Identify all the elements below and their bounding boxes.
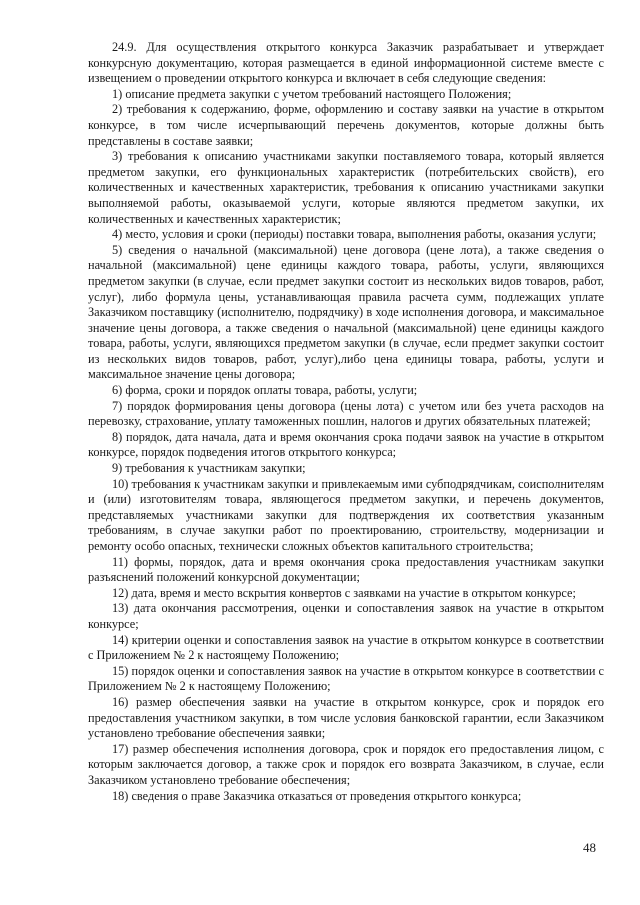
list-item-7: 7) порядок формирования цены договора (цены лота) с учетом или без учета расходов на перевозку, страхование, уплату таможенных пошлин, налогов и других обязательных платежей; bbox=[88, 398, 604, 429]
list-item-2: 2) требования к содержанию, форме, оформлению и составу заявки на участие в открытом конкурсе, в том числе исчерпывающий перечень документов, которые должны быть представлены в составе заявки; bbox=[88, 102, 604, 148]
page-number: 48 bbox=[583, 840, 596, 855]
list-item-9: 9) требования к участникам закупки; bbox=[112, 461, 306, 476]
list-item-16: 16) размер обеспечения заявки на участие в открытом конкурсе, срок и порядок его предоставления участником закупки, в том числе условия банковской гарантии, если Заказчиком установлено требование обеспечения заявки; bbox=[88, 694, 604, 741]
list-item-4: 4) место, условия и сроки (периоды) поставки товара, выполнения работы, оказания услуги; bbox=[112, 227, 597, 242]
list-item-1: 1) описание предмета закупки с учетом требований настоящего Положения; bbox=[112, 86, 512, 101]
list-item-11: 11) формы, порядок, дата и время окончания срока предоставления участникам закупки разъяснений положений конкурсной документации; bbox=[88, 554, 604, 585]
list-item-10: 10) требования к участникам закупки и привлекаемым ими субподрядчикам, соисполнителям и (или) изготовителям товара, являющегося предметом закупки, и перечень документов, представляемых участниками закупки для подтверждения их соответствия указанным требованиям, в случае закупки работ по проектированию, строительству, модернизации и ремонту особо опасных, технически сложных объектов капитального строительства; bbox=[88, 476, 604, 553]
list-item-3: 3) требования к описанию участниками закупки поставляемого товара, который является предметом закупки, его функциональных характеристик (потребительских свойств), его количественных и качественных характеристик, требования к описанию участниками закупки выполняемой работы, оказываемой услуги, которые являются предметом закупки, их количественных и качественных характеристик; bbox=[88, 149, 604, 226]
list-item-18: 18) сведения о праве Заказчика отказаться от проведения открытого конкурса; bbox=[112, 788, 522, 803]
list-item-6: 6) форма, сроки и порядок оплаты товара, работы, услуги; bbox=[112, 383, 418, 398]
list-item-14: 14) критерии оценки и сопоставления заявок на участие в открытом конкурсе в соответствии с Приложением № 2 к настоящему Положению; bbox=[88, 632, 604, 663]
list-item-17: 17) размер обеспечения исполнения договора, срок и порядок его предоставления лицом, с которым заключается договор, а также срок и порядок его возврата Заказчиком, в случае, если Заказчиком установлено требование обеспечения; bbox=[88, 741, 604, 787]
list-item-8: 8) порядок, дата начала, дата и время окончания срока подачи заявок на участие в открытом конкурсе, порядок подведения итогов открытого конкурса; bbox=[88, 429, 604, 460]
list-item-15: 15) порядок оценки и сопоставления заявок на участие в открытом конкурсе в соответствии с Приложением № 2 к настоящему Положению; bbox=[88, 663, 604, 694]
paragraph-24-9: 24.9. Для осуществления открытого конкурса Заказчик разрабатывает и утверждает конкурсную документацию, которая размещается в единой информационной системе вместе с извещением о проведении открытого конкурса и включает в себя следующие сведения: bbox=[88, 40, 604, 86]
list-item-13: 13) дата окончания рассмотрения, оценки и сопоставления заявок на участие в открытом конкурсе; bbox=[88, 601, 604, 631]
list-item-5: 5) сведения о начальной (максимальной) цене договора (цене лота), а также сведения о начальной (максимальной) цене единицы каждого товара, работы, услуги, являющихся предметом закупки (в случае, если предмет закупки состоит из нескольких видов товаров, работ, услуг), либо формула цены, устанавливающая правила расчета сумм, подлежащих уплате Заказчиком поставщику (исполнителю, подрядчику) в ходе исполнения договора, и максимальное значение цены договора, а также сведения о начальной (максимальной) цене единицы каждого товара, работы, услуги, являющихся предметом закупки (в случае, если предмет закупки состоит из нескольких видов товаров, работ, услуг),либо цена единицы товара, работы, услуги и максимальное значение цены договора; bbox=[88, 242, 604, 382]
list-item-12: 12) дата, время и место вскрытия конвертов с заявками на участие в открытом конкурсе; bbox=[112, 585, 576, 600]
document-body bbox=[88, 40, 604, 804]
